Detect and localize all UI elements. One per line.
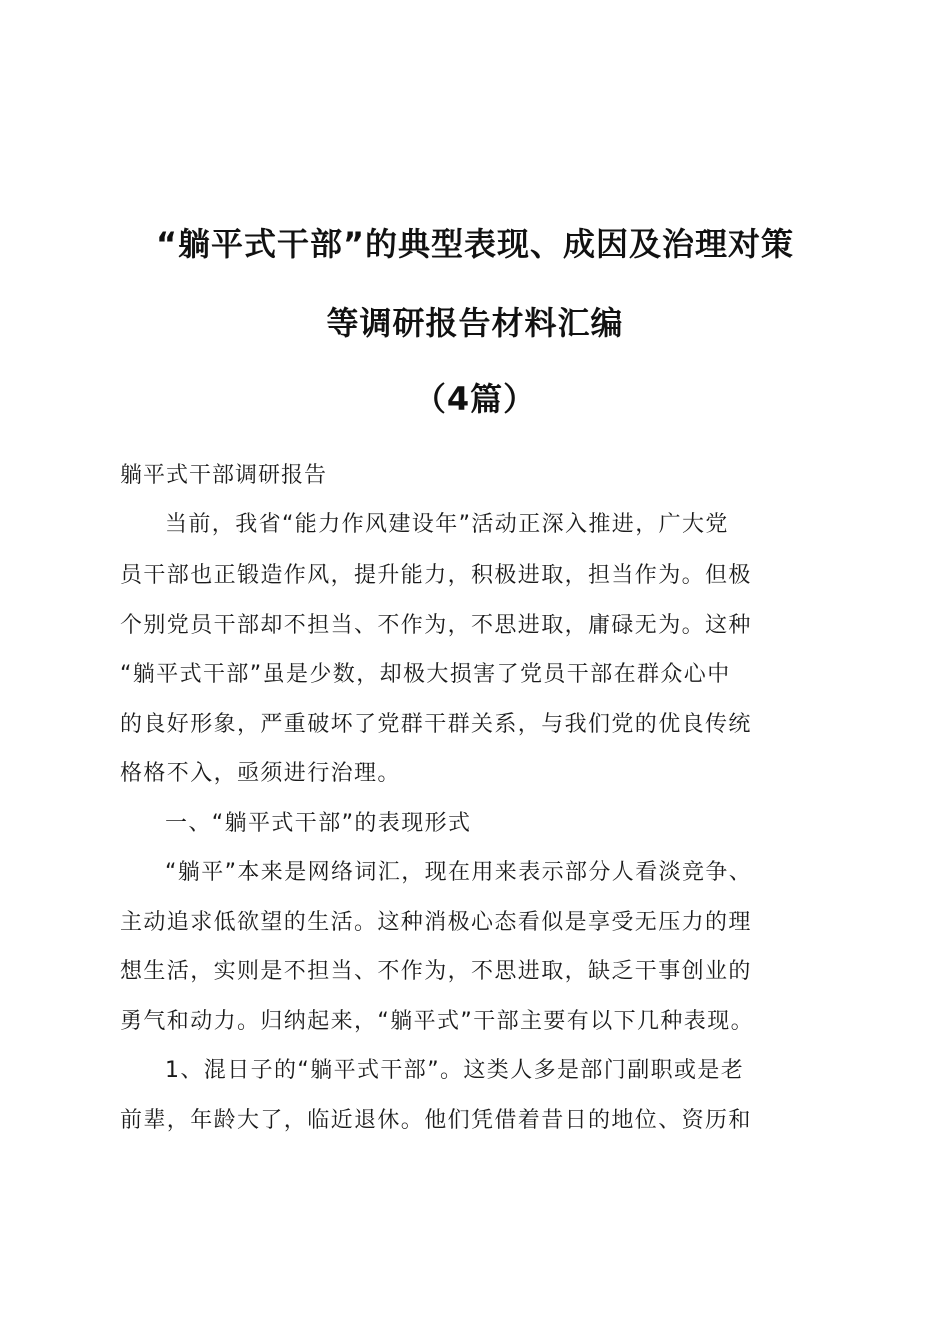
paragraph-line: 个别党员干部却不担当、不作为，不思进取，庸碌无为。这种	[120, 613, 752, 638]
paragraph-line: 当前，我省“能力作风建设年”活动正深入推进，广大党	[165, 512, 729, 537]
paragraph-line: 员干部也正锻造作风，提升能力，积极进取，担当作为。但极	[120, 563, 752, 588]
section-heading: 一、“躺平式干部”的表现形式	[165, 811, 472, 836]
paragraph-line: “躺平式干部”虽是少数，却极大损害了党员干部在群众心中	[120, 662, 731, 687]
document-title-count: （4篇）	[413, 380, 537, 418]
paragraph-line: 的良好形象，严重破坏了党群干群关系，与我们党的优良传统	[120, 712, 752, 737]
paragraph-line: 前辈，年龄大了，临近退休。他们凭借着昔日的地位、资历和	[120, 1108, 752, 1133]
document-title-line-2: 等调研报告材料汇编	[326, 304, 624, 342]
paragraph-line: “躺平”本来是网络词汇，现在用来表示部分人看淡竞争、	[165, 860, 753, 885]
paragraph-line: 格格不入，亟须进行治理。	[120, 761, 401, 786]
paragraph-line: 想生活，实则是不担当、不作为，不思进取，缺乏干事创业的	[120, 959, 752, 984]
numbered-item-line: 1、混日子的“躺平式干部”。这类人多是部门副职或是老	[165, 1058, 745, 1083]
paragraph-line: 主动追求低欲望的生活。这种消极心态看似是享受无压力的理	[120, 910, 752, 935]
document-title-line-1: “躺平式干部”的典型表现、成因及治理对策	[155, 225, 795, 263]
paragraph-line: 勇气和动力。归纳起来，“躺平式”干部主要有以下几种表现。	[120, 1009, 754, 1034]
report-subtitle: 躺平式干部调研报告	[120, 463, 328, 488]
